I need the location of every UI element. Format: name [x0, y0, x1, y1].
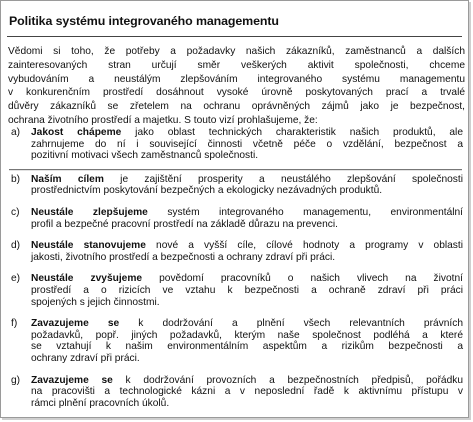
- list-item-text: nové a vyšší cíle, cílové hodnoty a programy v oblasti: [145, 240, 463, 252]
- list-item-bold: Jakost chápeme: [31, 127, 122, 138]
- list-item-text: spojených s jejich činnostmi.: [31, 296, 160, 308]
- list-item-text: jako oblast technických charakteristik našich produktů, ale: [121, 127, 463, 138]
- list-item-text: pozitivní motivaci všech zaměstnanců společnosti.: [31, 150, 259, 162]
- list-item-letter: a): [11, 127, 21, 138]
- list-item-b: [11, 173, 463, 197]
- list-item-text: se vztahují k našim environmentálním aspektům a rizikům bezpečnosti a: [31, 341, 463, 353]
- list-item-bold: Zavazujeme se: [31, 318, 120, 330]
- title-underline: [7, 36, 462, 37]
- intro-line: zainteresovaných stran určují směr veškerých aktivit společnosti, chceme: [8, 59, 465, 71]
- list-item-text: prostřednictvím poskytování bezpečných a ekologicky nezávadných produktů.: [31, 185, 383, 197]
- list-item-letter: f): [11, 318, 18, 330]
- list-item-bold: Neustále zvyšujeme: [31, 273, 143, 285]
- list-item-text: požadavků, popř. jiných požadavků, kterým naše společnost podléhá a které: [31, 329, 463, 341]
- list-item-f: [11, 318, 464, 364]
- page-break-divider: [9, 162, 462, 170]
- list-item-text: systém integrovaného managementu, environmentální: [147, 206, 464, 218]
- policy-list: [1, 127, 470, 409]
- list-item-letter: c): [11, 206, 20, 218]
- intro-line: vybudováním a neustálým zlepšováním integrovaného systému managementu: [8, 73, 465, 85]
- list-item-letter: g): [11, 374, 21, 386]
- intro-paragraph: [8, 45, 465, 128]
- list-item-a: [11, 127, 463, 162]
- page-title: Politika systému integrovaného managementu: [9, 14, 279, 28]
- list-item-letter: b): [11, 173, 21, 185]
- list-item-letter: d): [11, 240, 21, 252]
- list-item-text: profil a bezpečné pracovní prostředí na základě důrazu na prevenci.: [31, 218, 338, 230]
- list-item-text: ochrany zdraví při práci.: [31, 352, 140, 364]
- list-item-text: k dodržování provozních a bezpečnostních předpisů, pořádku: [112, 374, 464, 386]
- intro-line: v konkurenčním prostředí dosáhnout vysoké úrovně poskytovaných prací a trvalé: [8, 87, 465, 99]
- list-item-text: povědomí pracovníků o našich vlivech na životní: [142, 273, 463, 285]
- list-item-c: [11, 206, 464, 230]
- list-item-text: zahrnujeme do ní i související činnosti včetně péče o vzdělání, bezpečnost a: [31, 138, 463, 150]
- list-item-text: je zajištění prosperity a neustálého zlepšování společnosti: [103, 173, 463, 185]
- list-item-letter: e): [11, 273, 21, 285]
- list-item-g: [11, 374, 464, 410]
- list-item-bold: Neustále stanovujeme: [31, 240, 146, 252]
- list-item-d: [11, 240, 463, 263]
- list-item-bold: Neustále zlepšujeme: [31, 206, 148, 218]
- intro-line: ochrana životního prostředí a majetku. S touto vizí prohlašujeme, že:: [8, 114, 318, 126]
- list-item-e: [11, 273, 463, 308]
- list-item-bold: Naším cílem: [31, 173, 104, 185]
- intro-line: důvěry zákazníků se zřetelem na ochranu oprávněných zájmů jako je bezpečnost,: [8, 101, 465, 113]
- list-item-text: rámci plnění pracovních úkolů.: [31, 397, 170, 409]
- list-item-bold: Zavazujeme se: [31, 374, 113, 386]
- list-item-text: na pracovišti a technologické kázni a v neposlední řadě k aktivnímu přístupu v: [31, 386, 463, 398]
- list-item-text: prostředí a o rizicích ve vztahu k bezpečnosti a ochraně zdraví při práci: [31, 284, 463, 296]
- intro-line: Vědomi si toho, že potřeby a požadavky našich zákazníků, zaměstnanců a dalších: [8, 46, 465, 57]
- list-item-text: k dodržování a plnění všech relevantních právních: [119, 318, 464, 330]
- list-item-text: jakosti, životního prostředí a bezpečnosti a ochrany zdraví při práci.: [31, 251, 336, 263]
